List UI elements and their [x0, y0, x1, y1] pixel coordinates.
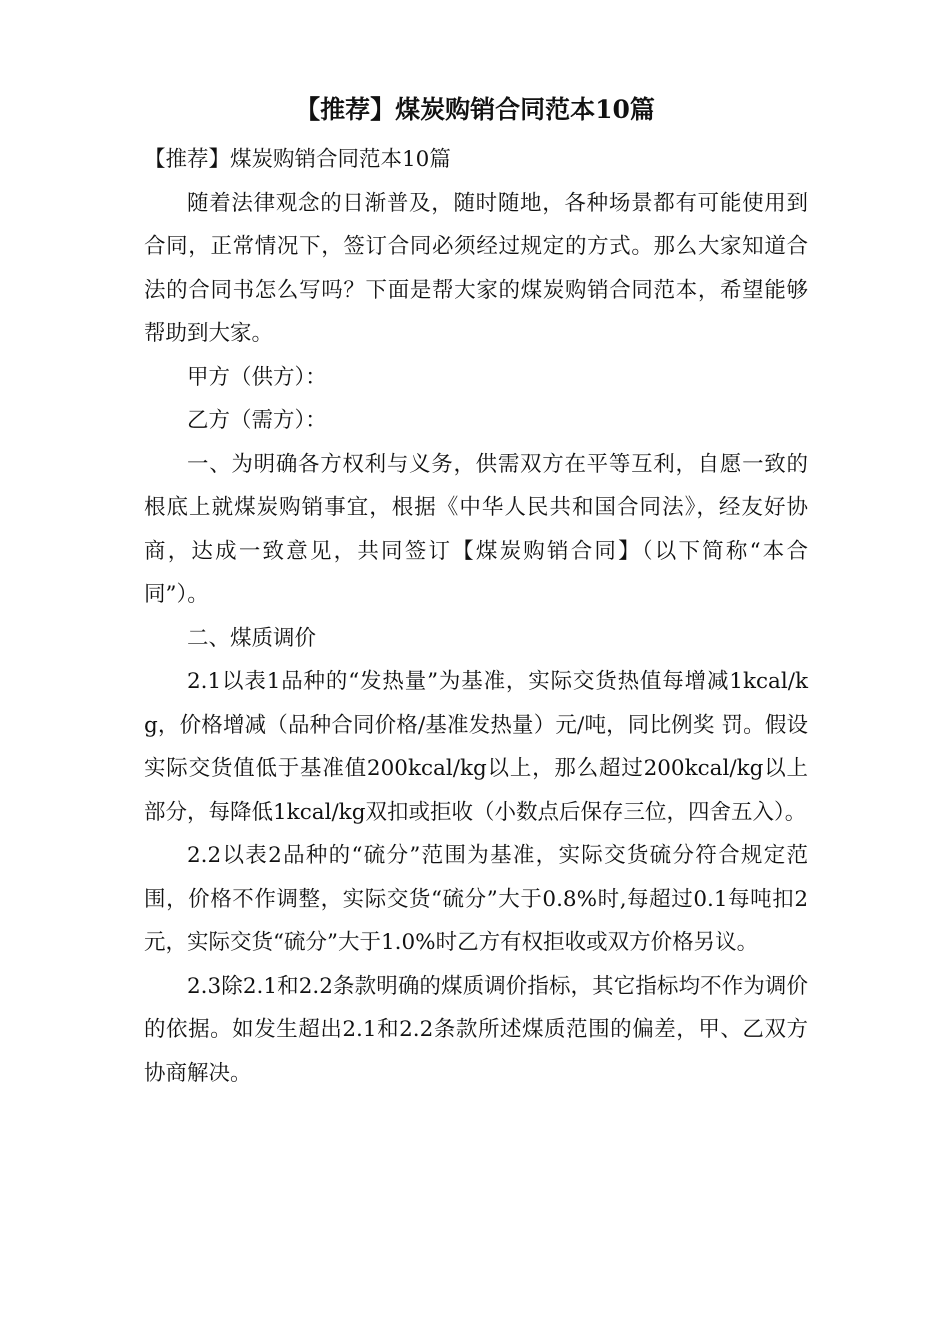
clause-2-3-paragraph: 2.3除2.1和2.2条款明确的煤质调价指标，其它指标均不作为调价的依据。如发生超出2.1和2.2条款所述煤质范围的偏差，甲、乙双方协商解决。	[144, 973, 808, 1086]
clause-1-paragraph: 一、为明确各方权利与义务，供需双方在平等互利，自愿一致的根底上就煤炭购销事宜，根据《中华人民共和国合同法》，经友好协商，达成一致意见，共同签订【煤炭购销合同】（以下简称“本合同”）。	[144, 451, 808, 607]
intro-paragraph: 随着法律观念的日渐普及，随时随地，各种场景都有可能使用到合同，正常情况下，签订合同必须经过规定的方式。那么大家知道合法的合同书怎么写吗？下面是帮大家的煤炭购销合同范本，希望能够帮助到大家。	[144, 190, 808, 346]
subtitle-paragraph: 【推荐】煤炭购销合同范本10篇	[144, 147, 451, 172]
party-b-line: 乙方（需方）：	[187, 408, 327, 433]
clause-2-2-paragraph: 2.2以表2品种的“硫分”范围为基准，实际交货硫分符合规定范围，价格不作调整，实际交货“硫分”大于0.8%时,每超过0.1每吨扣2元，实际交货“硫分”大于1.0%时乙方有权拒收或双方价格另议。	[144, 843, 808, 955]
document-body	[144, 138, 808, 1095]
clause-2-1-paragraph: 2.1以表1品种的“发热量”为基准，实际交货热值每增减1kcal/kg，价格增减（品种合同价格/基准发热量）元/吨，同比例奖 罚。假设实际交货值低于基准值200kcal/kg以上，那么超过200kcal/kg以上部分，每降低1kcal/kg双扣或拒收（小数点后保存三位，四舍五入）。	[144, 669, 808, 825]
document-title: 【推荐】煤炭购销合同范本10篇	[295, 95, 655, 124]
party-a-line: 甲方（供方）：	[187, 364, 327, 390]
section-2-heading: 二、煤质调价	[187, 625, 317, 651]
